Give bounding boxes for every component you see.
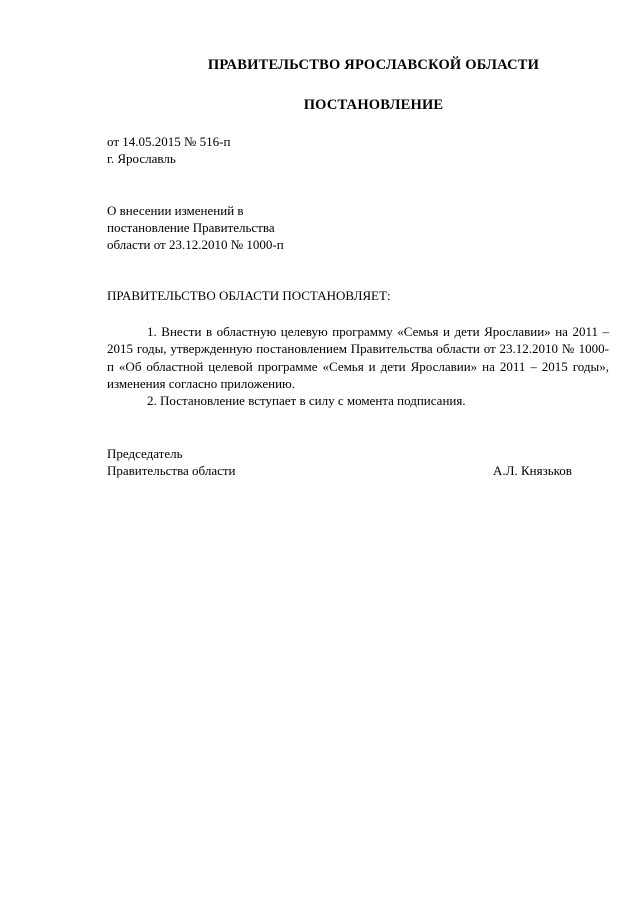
subject-line: области от 23.12.2010 № 1000-п (107, 237, 284, 252)
government-title: ПРАВИТЕЛЬСТВО ЯРОСЛАВСКОЙ ОБЛАСТИ (207, 57, 540, 73)
document-date-number: от 14.05.2015 № 516-п (107, 134, 231, 149)
subject-line: постановление Правительства (107, 220, 275, 235)
document-type: ПОСТАНОВЛЕНИЕ (303, 97, 444, 113)
subject-line: О внесении изменений в (107, 203, 244, 218)
document-city: г. Ярославль (107, 151, 176, 166)
signer-position: Правительства области (107, 463, 236, 478)
signer-position: Председатель (107, 446, 183, 461)
resolution-intro: ПРАВИТЕЛЬСТВО ОБЛАСТИ ПОСТАНОВЛЯЕТ: (107, 288, 391, 303)
resolution-body (107, 323, 609, 409)
resolution-item: 2. Постановление вступает в силу с момента подписания. (147, 393, 466, 409)
resolution-item: 1. Внести в областную целевую программу «Семья и дети Ярославии» на 2011 – 2015 годы, утвержденную постановлением Правительства области от 23.12.2010 № 1000-п «Об областной целевой программе «Семья и дети Ярославии» на 2011 – 2015 годы», изменения согласно приложению. (107, 324, 609, 391)
signer-name: А.Л. Князьков (493, 463, 572, 478)
